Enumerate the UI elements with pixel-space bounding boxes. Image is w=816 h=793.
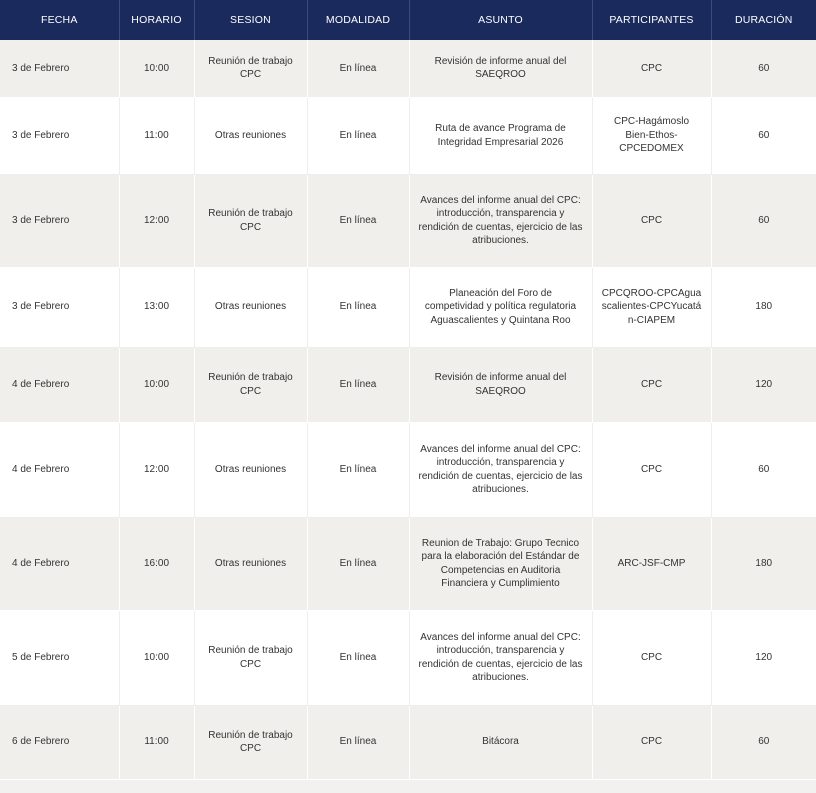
- cell-sesion: Reunión de trabajo CPC: [194, 174, 307, 267]
- cell-fecha: 3 de Febrero: [0, 97, 119, 174]
- cell-modalidad: En línea: [307, 705, 409, 779]
- cell-asunto: Ruta de avance Programa de Integridad Empresarial 2026: [409, 97, 592, 174]
- header-sesion: SESION: [194, 0, 307, 40]
- cell-participantes: CPC: [592, 347, 711, 422]
- cell-duracion: 60: [711, 40, 816, 97]
- cell-fecha: 4 de Febrero: [0, 517, 119, 610]
- cell-duracion: 60: [711, 705, 816, 779]
- cell-horario: 11:00: [119, 97, 194, 174]
- cell-duracion: 60: [711, 174, 816, 267]
- cell-participantes: CPC: [592, 40, 711, 97]
- cell-asunto: Revisión de informe anual del SAEQROO: [409, 347, 592, 422]
- cell-asunto: Avances del informe anual del CPC: introducción, transparencia y rendición de cuentas, ejercicio de las atribuciones.: [409, 610, 592, 705]
- header-participantes: PARTICIPANTES: [592, 0, 711, 40]
- cell-sesion: Reunión de trabajo CPC: [194, 40, 307, 97]
- cell-duracion: 180: [711, 517, 816, 610]
- cell-duracion: 120: [711, 347, 816, 422]
- cell-modalidad: En línea: [307, 40, 409, 97]
- cell-sesion: Otras reuniones: [194, 422, 307, 517]
- cell-asunto: Avances del informe anual del CPC: introducción, transparencia y rendición de cuentas, ejercicio de las atribuciones.: [409, 174, 592, 267]
- cell-horario: 11:00: [119, 705, 194, 779]
- cell-fecha: 3 de Febrero: [0, 267, 119, 347]
- cell-participantes: CPC: [592, 705, 711, 779]
- table-header-row: [0, 0, 816, 40]
- cell-participantes: CPC: [592, 422, 711, 517]
- table-row: [0, 97, 816, 174]
- cell-modalidad: En línea: [307, 174, 409, 267]
- cell-sesion: Otras reuniones: [194, 517, 307, 610]
- table-row: [0, 347, 816, 422]
- cell-modalidad: En línea: [307, 97, 409, 174]
- header-fecha: FECHA: [0, 0, 119, 40]
- header-duracion: DURACIÓN: [711, 0, 816, 40]
- cell-sesion: Reunión de trabajo CPC: [194, 705, 307, 779]
- cell-fecha: 6 de Febrero: [0, 705, 119, 779]
- cell-sesion: Reunión de trabajo CPC: [194, 610, 307, 705]
- cell-duracion: 180: [711, 267, 816, 347]
- header-horario: HORARIO: [119, 0, 194, 40]
- cell-modalidad: En línea: [307, 517, 409, 610]
- cell-participantes: CPC: [592, 610, 711, 705]
- cell-modalidad: En línea: [307, 422, 409, 517]
- cell-participantes: CPC: [592, 174, 711, 267]
- cell-duracion: 60: [711, 422, 816, 517]
- table-row: [0, 40, 816, 97]
- cell-modalidad: En línea: [307, 610, 409, 705]
- cell-modalidad: En línea: [307, 267, 409, 347]
- cell-sesion: Otras reuniones: [194, 97, 307, 174]
- cell-fecha: 4 de Febrero: [0, 347, 119, 422]
- cell-participantes: ARC-JSF-CMP: [592, 517, 711, 610]
- cell-fecha: 3 de Febrero: [0, 174, 119, 267]
- cell-fecha: 3 de Febrero: [0, 40, 119, 97]
- table-row: [0, 517, 816, 610]
- table-row: [0, 267, 816, 347]
- table-row: [0, 610, 816, 705]
- cell-asunto: Planeación del Foro de competividad y política regulatoria Aguascalientes y Quintana Roo: [409, 267, 592, 347]
- cell-participantes: CPCQROO-CPCAguascalientes-CPCYucatán-CIAPEM: [592, 267, 711, 347]
- table-row: [0, 422, 816, 517]
- cell-fecha: 5 de Febrero: [0, 610, 119, 705]
- table-row: [0, 174, 816, 267]
- cell-horario: 10:00: [119, 610, 194, 705]
- cell-participantes: CPC-Hagámoslo Bien-Ethos-CPCEDOMEX: [592, 97, 711, 174]
- header-asunto: ASUNTO: [409, 0, 592, 40]
- cell-duracion: 60: [711, 97, 816, 174]
- cell-horario: 12:00: [119, 174, 194, 267]
- cell-asunto: Bitácora: [409, 705, 592, 779]
- cell-horario: 13:00: [119, 267, 194, 347]
- cell-horario: 10:00: [119, 40, 194, 97]
- header-modalidad: MODALIDAD: [307, 0, 409, 40]
- cell-fecha: 4 de Febrero: [0, 422, 119, 517]
- cell-sesion: Reunión de trabajo CPC: [194, 347, 307, 422]
- cell-sesion: Otras reuniones: [194, 267, 307, 347]
- cell-asunto: Reunion de Trabajo: Grupo Tecnico para la elaboración del Estándar de Competencias en Auditoria Financiera y Cumplimiento: [409, 517, 592, 610]
- cell-horario: 10:00: [119, 347, 194, 422]
- table-row: [0, 705, 816, 779]
- cell-asunto: Avances del informe anual del CPC: introducción, transparencia y rendición de cuentas, ejercicio de las atribuciones.: [409, 422, 592, 517]
- cell-modalidad: En línea: [307, 347, 409, 422]
- cell-horario: 12:00: [119, 422, 194, 517]
- cell-asunto: Revisión de informe anual del SAEQROO: [409, 40, 592, 97]
- cell-horario: 16:00: [119, 517, 194, 610]
- cell-duracion: 120: [711, 610, 816, 705]
